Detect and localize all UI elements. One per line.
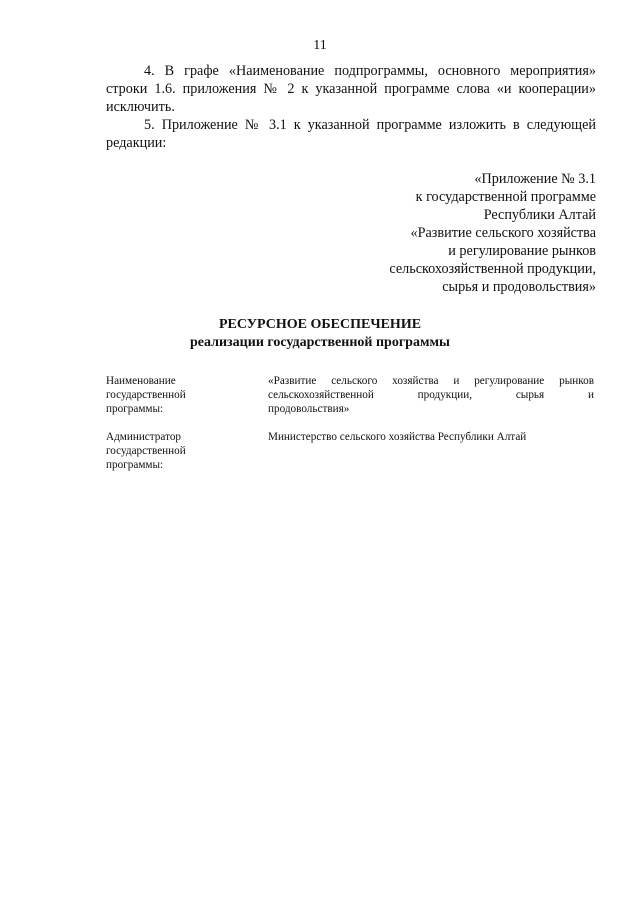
value-line: Министерство сельского хозяйства Республики Алтай (268, 431, 527, 443)
label-line: программы: (106, 459, 164, 471)
appendix-header-line: Республики Алтай (483, 207, 596, 223)
page-number: 11 (313, 38, 327, 53)
appendix-header-line: к государственной программе (415, 189, 596, 205)
paragraph-4-line: исключить. (106, 99, 175, 115)
section-subtitle: реализации государственной программы (190, 335, 450, 350)
label-line: программы: (106, 403, 164, 415)
appendix-header-line: и регулирование рынков (448, 243, 596, 259)
value-line: «Развитие сельского хозяйства и регулирование рынков (268, 375, 594, 387)
paragraph-5 (106, 116, 596, 152)
program-administrator-value (268, 430, 594, 444)
value-line: продовольствия» (268, 403, 350, 415)
program-name-value (268, 374, 594, 416)
appendix-header (276, 170, 596, 296)
label-line: государственной (106, 389, 186, 401)
paragraph-5-line: 5. Приложение № 3.1 к указанной программе изложить в следующей (144, 117, 596, 133)
section-title: РЕСУРСНОЕ ОБЕСПЕЧЕНИЕ (218, 317, 422, 332)
value-line: сельскохозяйственной продукции, сырья и (268, 389, 594, 401)
paragraph-4 (106, 62, 596, 116)
label-line: Наименование (106, 375, 176, 387)
program-administrator-label (106, 430, 246, 472)
label-line: Администратор (106, 431, 182, 443)
appendix-header-line: сельскохозяйственной продукции, (389, 261, 596, 277)
label-line: государственной (106, 445, 186, 457)
appendix-header-line: сырья и продовольствия» (442, 279, 596, 295)
appendix-header-line: «Развитие сельского хозяйства (410, 225, 596, 241)
paragraph-4-line: строки 1.6. приложения № 2 к указанной программе слова «и кооперации» (106, 81, 596, 97)
paragraph-5-line: редакции: (106, 135, 167, 151)
paragraph-4-line: 4. В графе «Наименование подпрограммы, основного мероприятия» (144, 63, 596, 79)
program-name-label (106, 374, 246, 416)
appendix-header-line: «Приложение № 3.1 (474, 171, 596, 187)
